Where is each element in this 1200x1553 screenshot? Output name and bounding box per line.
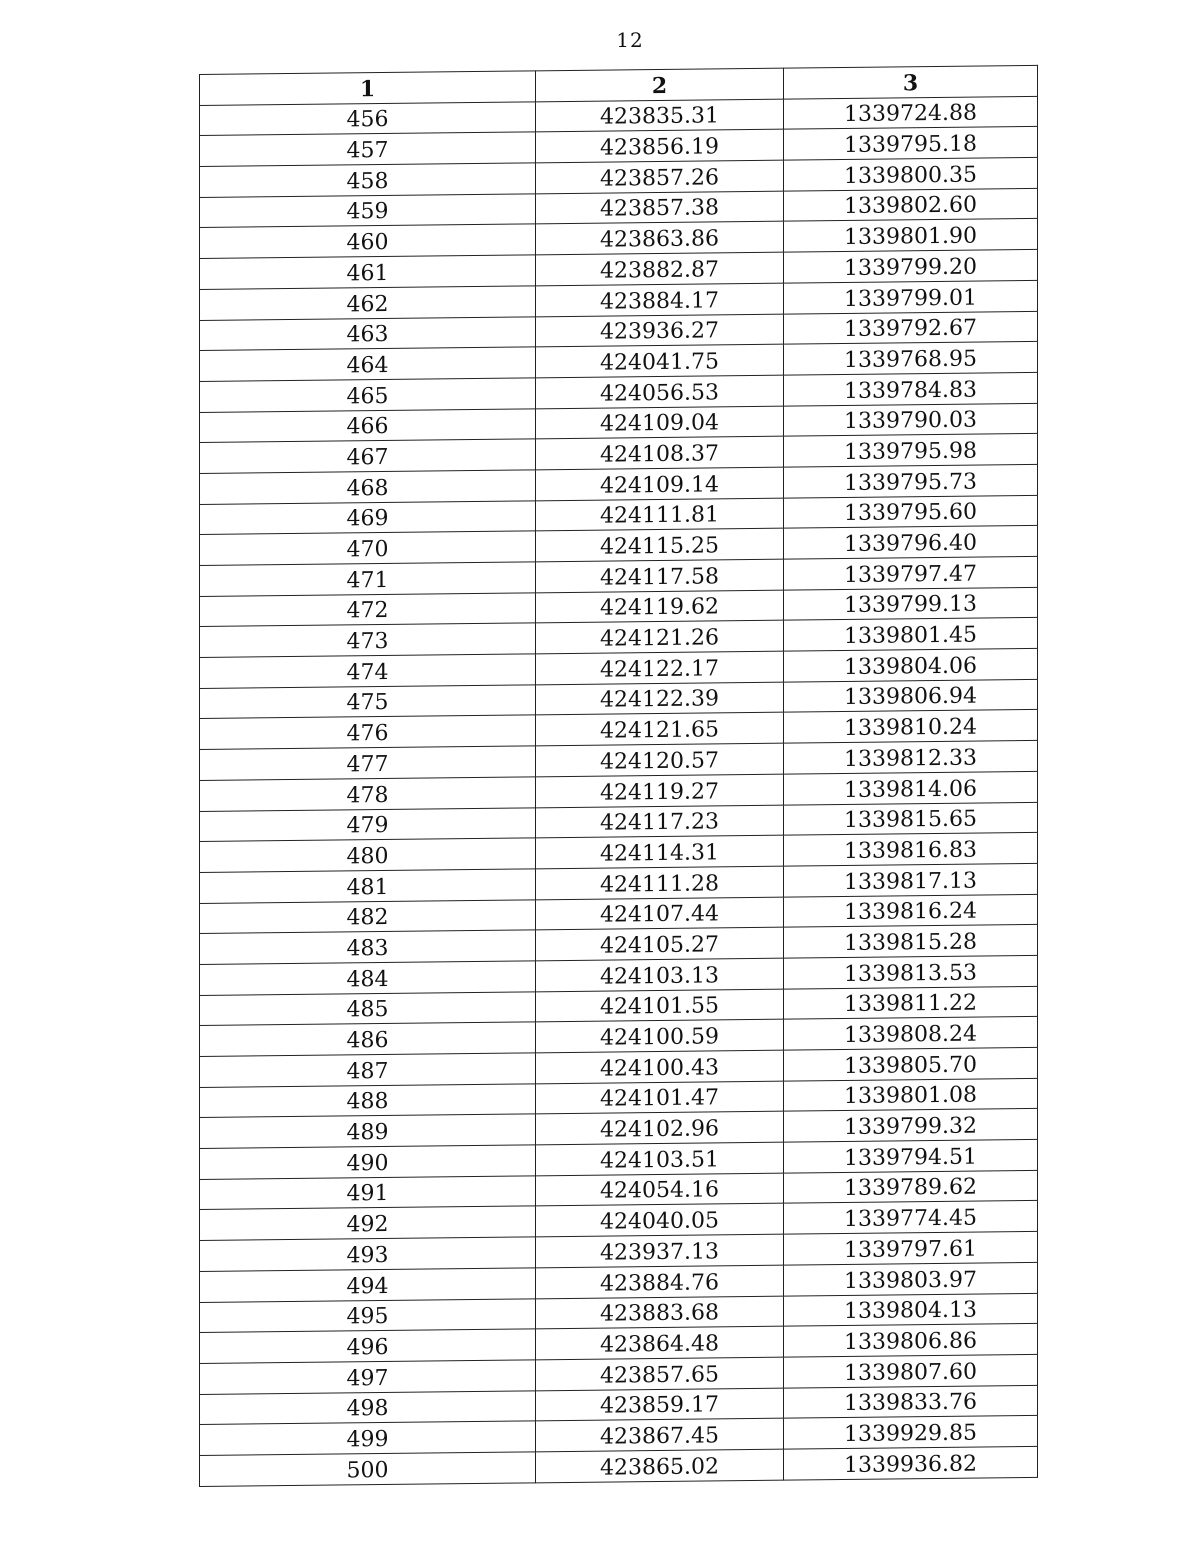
- point-number-cell: 486: [200, 1022, 536, 1056]
- point-number-cell: 460: [200, 224, 536, 258]
- y-coordinate-cell: 1339799.01: [784, 280, 1038, 313]
- y-coordinate-cell: 1339794.51: [784, 1139, 1038, 1172]
- point-number-cell: 490: [200, 1145, 536, 1179]
- x-coordinate-cell: 424100.43: [536, 1050, 784, 1083]
- x-coordinate-cell: 424114.31: [536, 835, 784, 868]
- x-coordinate-cell: 423857.38: [536, 191, 784, 224]
- x-coordinate-cell: 424121.65: [536, 713, 784, 746]
- x-coordinate-cell: 424122.17: [536, 651, 784, 684]
- point-number-cell: 478: [200, 777, 536, 811]
- x-coordinate-cell: 424107.44: [536, 897, 784, 930]
- point-number-cell: 495: [200, 1298, 536, 1332]
- y-coordinate-cell: 1339812.33: [784, 741, 1038, 774]
- x-coordinate-cell: 424102.96: [536, 1112, 784, 1145]
- coordinates-table-wrapper: [199, 65, 1037, 1487]
- point-number-cell: 461: [200, 255, 536, 289]
- x-coordinate-cell: 424103.51: [536, 1142, 784, 1175]
- point-number-cell: 458: [200, 163, 536, 197]
- point-number-cell: 469: [200, 500, 536, 534]
- y-coordinate-cell: 1339805.70: [784, 1047, 1038, 1080]
- y-coordinate-cell: 1339802.60: [784, 188, 1038, 221]
- x-coordinate-cell: 424120.57: [536, 743, 784, 776]
- y-coordinate-cell: 1339808.24: [784, 1017, 1038, 1050]
- x-coordinate-cell: 423859.17: [536, 1388, 784, 1421]
- x-coordinate-cell: 423867.45: [536, 1418, 784, 1451]
- x-coordinate-cell: 424122.39: [536, 682, 784, 715]
- y-coordinate-cell: 1339817.13: [784, 863, 1038, 896]
- page-number: 12: [616, 28, 644, 52]
- y-coordinate-cell: 1339799.20: [784, 250, 1038, 283]
- x-coordinate-cell: 423865.02: [536, 1449, 784, 1482]
- column-header-2: 2: [536, 68, 784, 101]
- y-coordinate-cell: 1339792.67: [784, 311, 1038, 344]
- point-number-cell: 473: [200, 623, 536, 657]
- y-coordinate-cell: 1339811.22: [784, 986, 1038, 1019]
- point-number-cell: 492: [200, 1206, 536, 1240]
- y-coordinate-cell: 1339801.45: [784, 618, 1038, 651]
- x-coordinate-cell: 424109.04: [536, 406, 784, 439]
- point-number-cell: 457: [200, 132, 536, 166]
- x-coordinate-cell: 423863.86: [536, 222, 784, 255]
- x-coordinate-cell: 424108.37: [536, 436, 784, 469]
- x-coordinate-cell: 424117.23: [536, 805, 784, 838]
- x-coordinate-cell: 423936.27: [536, 314, 784, 347]
- y-coordinate-cell: 1339796.40: [784, 526, 1038, 559]
- x-coordinate-cell: 424054.16: [536, 1173, 784, 1206]
- x-coordinate-cell: 424101.47: [536, 1081, 784, 1114]
- y-coordinate-cell: 1339800.35: [784, 157, 1038, 190]
- x-coordinate-cell: 424119.27: [536, 774, 784, 807]
- x-coordinate-cell: 424041.75: [536, 344, 784, 377]
- x-coordinate-cell: 423883.68: [536, 1296, 784, 1329]
- point-number-cell: 463: [200, 316, 536, 350]
- x-coordinate-cell: 423937.13: [536, 1234, 784, 1267]
- y-coordinate-cell: 1339814.06: [784, 771, 1038, 804]
- y-coordinate-cell: 1339799.32: [784, 1109, 1038, 1142]
- point-number-cell: 479: [200, 807, 536, 841]
- x-coordinate-cell: 424117.58: [536, 559, 784, 592]
- y-coordinate-cell: 1339815.65: [784, 802, 1038, 835]
- y-coordinate-cell: 1339816.24: [784, 894, 1038, 927]
- y-coordinate-cell: 1339797.47: [784, 556, 1038, 589]
- y-coordinate-cell: 1339774.45: [784, 1201, 1038, 1234]
- x-coordinate-cell: 424109.14: [536, 467, 784, 500]
- y-coordinate-cell: 1339799.13: [784, 587, 1038, 620]
- point-number-cell: 459: [200, 194, 536, 228]
- y-coordinate-cell: 1339795.60: [784, 495, 1038, 528]
- y-coordinate-cell: 1339795.73: [784, 464, 1038, 497]
- point-number-cell: 488: [200, 1084, 536, 1118]
- y-coordinate-cell: 1339801.08: [784, 1078, 1038, 1111]
- point-number-cell: 475: [200, 685, 536, 719]
- x-coordinate-cell: 423857.65: [536, 1357, 784, 1390]
- y-coordinate-cell: 1339813.53: [784, 955, 1038, 988]
- point-number-cell: 489: [200, 1114, 536, 1148]
- y-coordinate-cell: 1339806.94: [784, 679, 1038, 712]
- point-number-cell: 464: [200, 347, 536, 381]
- x-coordinate-cell: 423864.48: [536, 1326, 784, 1359]
- point-number-cell: 472: [200, 593, 536, 627]
- x-coordinate-cell: 424115.25: [536, 528, 784, 561]
- column-header-1: 1: [200, 71, 536, 105]
- y-coordinate-cell: 1339815.28: [784, 925, 1038, 958]
- point-number-cell: 471: [200, 562, 536, 596]
- point-number-cell: 456: [200, 102, 536, 136]
- point-number-cell: 493: [200, 1237, 536, 1271]
- point-number-cell: 467: [200, 439, 536, 473]
- x-coordinate-cell: 424040.05: [536, 1204, 784, 1237]
- x-coordinate-cell: 423882.87: [536, 252, 784, 285]
- x-coordinate-cell: 423884.17: [536, 283, 784, 316]
- column-header-3: 3: [784, 65, 1038, 98]
- x-coordinate-cell: 423835.31: [536, 99, 784, 132]
- point-number-cell: 500: [200, 1452, 536, 1486]
- point-number-cell: 491: [200, 1176, 536, 1210]
- y-coordinate-cell: 1339804.13: [784, 1293, 1038, 1326]
- point-number-cell: 496: [200, 1329, 536, 1363]
- point-number-cell: 499: [200, 1421, 536, 1455]
- x-coordinate-cell: 424119.62: [536, 590, 784, 623]
- y-coordinate-cell: 1339936.82: [784, 1446, 1038, 1479]
- point-number-cell: 497: [200, 1360, 536, 1394]
- point-number-cell: 476: [200, 715, 536, 749]
- x-coordinate-cell: 424121.26: [536, 621, 784, 654]
- x-coordinate-cell: 424103.13: [536, 958, 784, 991]
- point-number-cell: 470: [200, 531, 536, 565]
- point-number-cell: 474: [200, 654, 536, 688]
- x-coordinate-cell: 424100.59: [536, 1019, 784, 1052]
- y-coordinate-cell: 1339804.06: [784, 648, 1038, 681]
- y-coordinate-cell: 1339795.98: [784, 434, 1038, 467]
- y-coordinate-cell: 1339801.90: [784, 219, 1038, 252]
- y-coordinate-cell: 1339816.83: [784, 833, 1038, 866]
- point-number-cell: 480: [200, 838, 536, 872]
- y-coordinate-cell: 1339810.24: [784, 710, 1038, 743]
- point-number-cell: 482: [200, 899, 536, 933]
- point-number-cell: 487: [200, 1053, 536, 1087]
- point-number-cell: 484: [200, 961, 536, 995]
- x-coordinate-cell: 424111.28: [536, 866, 784, 899]
- table-body: [200, 96, 1038, 1486]
- y-coordinate-cell: 1339797.61: [784, 1232, 1038, 1265]
- point-number-cell: 468: [200, 470, 536, 504]
- y-coordinate-cell: 1339806.86: [784, 1324, 1038, 1357]
- x-coordinate-cell: 424056.53: [536, 375, 784, 408]
- y-coordinate-cell: 1339790.03: [784, 403, 1038, 436]
- x-coordinate-cell: 424111.81: [536, 498, 784, 531]
- point-number-cell: 498: [200, 1390, 536, 1424]
- x-coordinate-cell: 424105.27: [536, 927, 784, 960]
- y-coordinate-cell: 1339807.60: [784, 1354, 1038, 1387]
- point-number-cell: 494: [200, 1268, 536, 1302]
- y-coordinate-cell: 1339784.83: [784, 372, 1038, 405]
- point-number-cell: 462: [200, 286, 536, 320]
- point-number-cell: 466: [200, 408, 536, 442]
- point-number-cell: 481: [200, 869, 536, 903]
- x-coordinate-cell: 424101.55: [536, 989, 784, 1022]
- x-coordinate-cell: 423857.26: [536, 160, 784, 193]
- point-number-cell: 477: [200, 746, 536, 780]
- y-coordinate-cell: 1339833.76: [784, 1385, 1038, 1418]
- y-coordinate-cell: 1339795.18: [784, 127, 1038, 160]
- y-coordinate-cell: 1339768.95: [784, 342, 1038, 375]
- point-number-cell: 485: [200, 991, 536, 1025]
- coordinates-table: [199, 65, 1038, 1487]
- y-coordinate-cell: 1339789.62: [784, 1170, 1038, 1203]
- y-coordinate-cell: 1339929.85: [784, 1416, 1038, 1449]
- x-coordinate-cell: 423884.76: [536, 1265, 784, 1298]
- point-number-cell: 483: [200, 930, 536, 964]
- point-number-cell: 465: [200, 378, 536, 412]
- y-coordinate-cell: 1339724.88: [784, 96, 1038, 129]
- y-coordinate-cell: 1339803.97: [784, 1262, 1038, 1295]
- x-coordinate-cell: 423856.19: [536, 130, 784, 163]
